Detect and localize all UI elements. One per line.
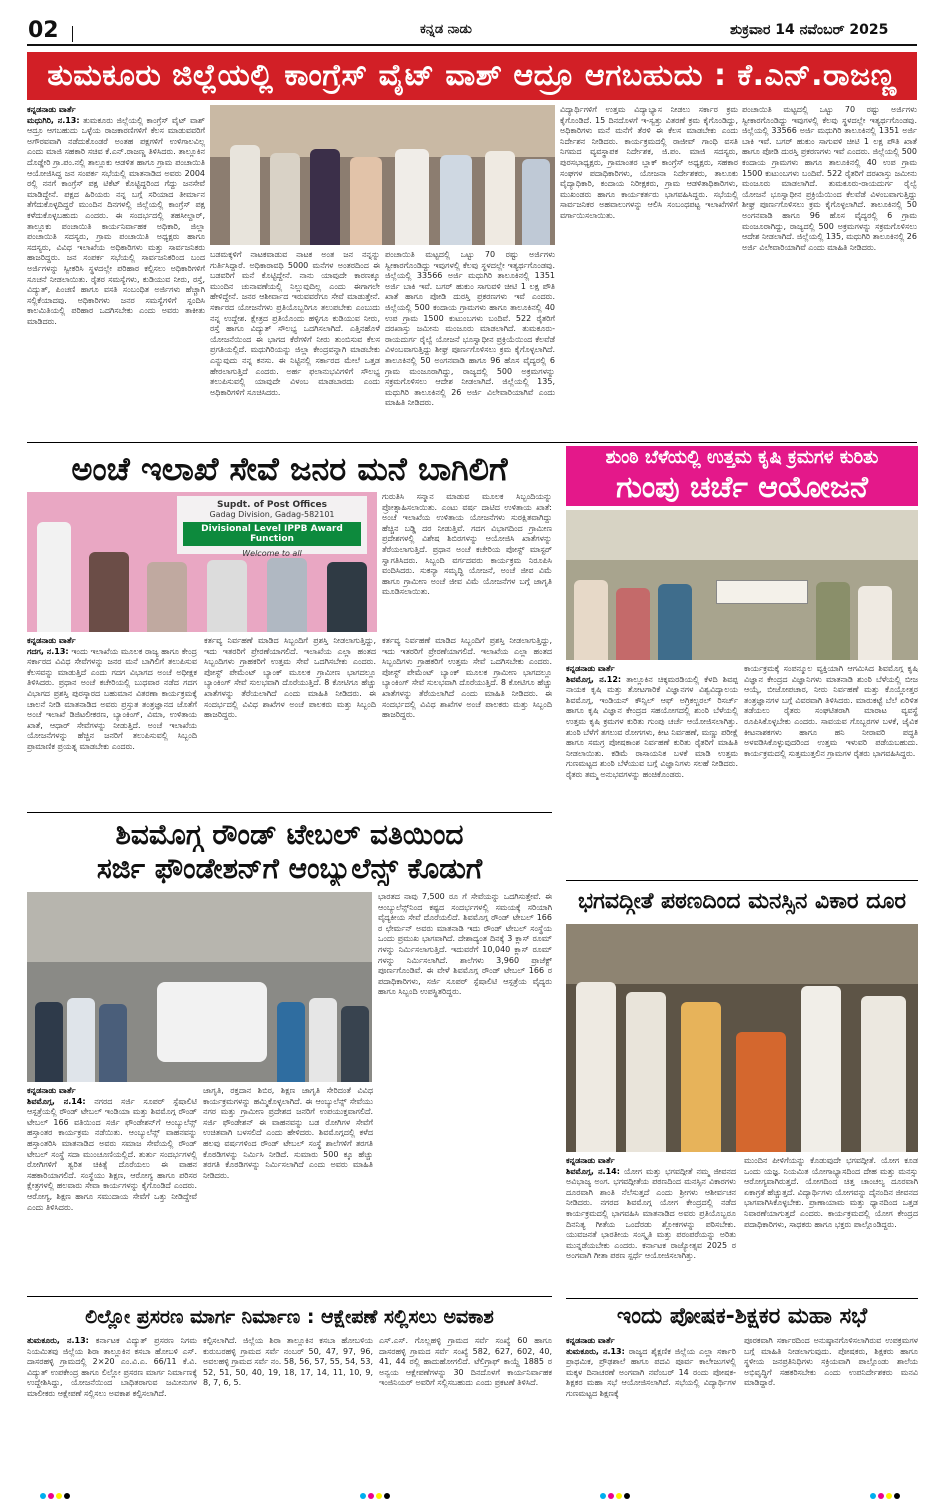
ambulance-column-2 — [203, 1086, 373, 1291]
post-banner — [177, 496, 367, 558]
post-column-3a — [382, 492, 552, 632]
lilo-headline: ಲಿಲ್ಲೋ ಪ್ರಸರಣ ಮಾರ್ಗ ನಿರ್ಮಾಣ : ಆಕ್ಷೇಪಣೆ ಸಲ್ಲಿಸಲು ಅವಕಾಶ — [85, 1306, 494, 1328]
lead-photo — [210, 105, 555, 245]
ambulance-column-3 — [378, 892, 552, 1242]
registration-marks-left — [40, 1484, 72, 1503]
post-photo-caption-3: Divisional Level IPPB Award Function — [183, 522, 361, 546]
ginger-photo — [566, 510, 918, 660]
section-divider — [27, 442, 917, 443]
post-photo — [27, 492, 377, 632]
section-divider — [27, 812, 552, 813]
header-divider — [72, 26, 73, 42]
nutrition-text-1: ರಾಜ್ಯದ ಶೈಕ್ಷಣಿಕ ಜಿಲ್ಲೆಯ ಎಲ್ಲಾ ಸರ್ಕಾರಿ ಪ್ರಾಥಮಿಕ, ಪ್ರೌಢಶಾಲೆ ಹಾಗೂ ಪದವಿ ಪೂರ್ವ ಕಾಲೇಜುಗಳಲ್ಲಿ ಮಕ್ಕಳ ದಿನಾಚರಣೆ ಅಂಗವಾಗಿ ನವೆಂಬರ್ 14 ರಂದು ಪೋಷಕ-ಶಿಕ್ಷಕರ ಮಹಾ ಸಭೆ ಆಯೋಜಿಸಲಾಗಿದೆ. ಸಭೆಯಲ್ಲಿ ವಿದ್ಯಾರ್ಥಿಗಳ ಗುಣಮಟ್ಟದ ಶಿಕ್ಷಣಕ್ಕೆ — [566, 1346, 736, 1398]
post-byline: ಕನ್ನಡನಾಡು ವಾರ್ತೆ — [27, 636, 76, 645]
ginger-headline-2: ಗುಂಪು ಚರ್ಚೆ ಆಯೋಜನೆ — [566, 470, 918, 506]
lilo-text-3: ಎಸ್.ಎಸ್. ಗೊಲ್ಲಹಳ್ಳಿ ಗ್ರಾಮದ ಸರ್ವೆ ಸಂಖ್ಯೆ 60 ಹಾಗೂ ದಾಸರಹಳ್ಳಿ ಗ್ರಾಮದ ಸರ್ವೆ ಸಂಖ್ಯೆ 582, 627, 602, 40, 41, 44 ರಲ್ಲಿ ಹಾದುಹೋಗಲಿದೆ. ಟೆಲಿಗ್ರಾಫ್ ಕಾಯ್ದೆ 1885 ರ ಅನ್ವಯ ಆಕ್ಷೇಪಣೆಗಳನ್ನು 30 ದಿನದೊಳಗೆ ಕಾರ್ಯನಿರ್ವಾಹಕ ಇಂಜಿನಿಯರ್ ಅವರಿಗೆ ಸಲ್ಲಿಸಬಹುದು ಎಂದು ಪ್ರಕಟಣೆ ತಿಳಿಸಿದೆ. — [379, 1336, 552, 1388]
post-text-1: ಇಂದು ಇಲಾಖೆಯ ಮೂಲಕ ರಾಜ್ಯ ಹಾಗೂ ಕೇಂದ್ರ ಸರ್ಕಾರದ ವಿವಿಧ ಸೇವೆಗಳನ್ನು ಜನರ ಮನೆ ಬಾಗಿಲಿಗೆ ತಲುಪಿಸುವ ಕೆಲಸವನ್ನು ಮಾಡುತ್ತಿದೆ ಎಂದು ಗದಗ ವಿಭಾಗದ ಅಂಚೆ ಅಧೀಕ್ಷಕ ತಿಳಿಸಿದರು. ಪ್ರಧಾನ ಅಂಚೆ ಕಚೇರಿಯಲ್ಲಿ ಬುಧವಾರ ನಡೆದ ಗದಗ ವಿಭಾಗದ ಪ್ರಶಸ್ತಿ ಪುರಸ್ಕಾರದ ಬಹುಮಾನ ವಿತರಣಾ ಕಾರ್ಯಕ್ರಮಕ್ಕೆ ಚಾಲನೆ ನೀಡಿ ಮಾತನಾಡಿದ ಅವರು ಪ್ರಸ್ತುತ ತಂತ್ರಜ್ಞಾನದ ಜೊತೆಗೆ ಅಂಚೆ ಇಲಾಖೆ ಡಿಜಿಟಲೀಕರಣ, ಬ್ಯಾಂಕಿಂಗ್, ವಿಮಾ, ಉಳಿತಾಯ ಖಾತೆ, ಆಧಾರ್ ಸೇವೆಗಳನ್ನು ನೀಡುತ್ತಿದೆ. ಅಂಚೆ ಇಲಾಖೆಯ ಯೋಜನೆಗಳನ್ನು ಹೆಚ್ಚಿನ ಜನರಿಗೆ ತಲುಪಿಸುವಲ್ಲಿ ಸಿಬ್ಬಂದಿ ಪ್ರಾಮಾಣಿಕ ಪ್ರಯತ್ನ ಮಾಡಬೇಕು ಎಂದರು. — [27, 646, 197, 751]
lilo-text-2: ಕಲ್ಪಿಸಲಾಗಿದೆ. ಜಿಲ್ಲೆಯ ಶಿರಾ ತಾಲ್ಲೂಕಿನ ಕಸಬಾ ಹೋಬಳಿಯ ಕುರುಬರಹಳ್ಳಿ ಗ್ರಾಮದ ಸರ್ವೆ ನಂಬರ್ 50, 47, 97, 96, ಅವಲಹಳ್ಳಿ ಗ್ರಾಮದ ಸರ್ವೆ ನಂ. 58, 56, 57, 55, 54, 53, 52, 51, 50, 40, 19, 18, 17, 14, 11, 10, 9, 8, 7, 6, 5. — [203, 1336, 373, 1388]
page-number: 02 — [28, 18, 59, 43]
ginger-text-1: ತಾಲ್ಲೂಕಿನ ಚಿಕ್ಕಮರಡಿಯಲ್ಲಿ ಕೆಳದಿ ಶಿವಪ್ಪ ನಾಯಕ ಕೃಷಿ ಮತ್ತು ತೋಟಗಾರಿಕೆ ವಿಜ್ಞಾನಗಳ ವಿಶ್ವವಿದ್ಯಾಲಯ ಶಿವಮೊಗ್ಗ, ಇಂಡಿಯನ್ ಕೌನ್ಸಿಲ್ ಆಫ್ ಅಗ್ರಿಕಲ್ಚರಲ್ ರಿಸರ್ಚ್ ಹಾಗೂ ಕೃಷಿ ವಿಜ್ಞಾನ ಕೇಂದ್ರದ ಸಹಯೋಗದಲ್ಲಿ ಶುಂಠಿ ಬೆಳೆಯಲ್ಲಿ ಉತ್ತಮ ಕೃಷಿ ಕ್ರಮಗಳ ಕುರಿತು ಗುಂಪು ಚರ್ಚೆ ಆಯೋಜಿಸಲಾಗಿತ್ತು. ಶುಂಠಿ ಬೆಳೆಗೆ ತಗಲುವ ರೋಗಗಳು, ಕೀಟ ನಿರ್ವಹಣೆ, ಮಣ್ಣು ಪರೀಕ್ಷೆ ಹಾಗೂ ಸಮಗ್ರ ಪೋಷಕಾಂಶ ನಿರ್ವಹಣೆ ಕುರಿತು ರೈತರಿಗೆ ಮಾಹಿತಿ ನೀಡಲಾಯಿತು. ಕಡಿಮೆ ರಾಸಾಯನಿಕ ಬಳಕೆ ಮಾಡಿ ಉತ್ತಮ ಗುಣಮಟ್ಟದ ಶುಂಠಿ ಬೆಳೆಯುವ ಬಗ್ಗೆ ವಿಜ್ಞಾನಿಗಳು ಸಲಹೆ ನೀಡಿದರು. ರೈತರು ತಮ್ಮ ಅನುಭವಗಳನ್ನು ಹಂಚಿಕೊಂಡರು. — [566, 674, 738, 779]
nutrition-byline: ಕನ್ನಡನಾಡು ವಾರ್ತೆ — [566, 1336, 615, 1345]
lead-column-4 — [560, 105, 738, 437]
lead-text-2: ಬಡಮಕ್ಕಳಿಗೆ ನಾಟಕವಾಡುವ ನಾಟಕ ಅಂತ ಜನ ನನ್ನನ್ನು ಗುರ್ತಿಸಿದ್ದಾರೆ. ಅಧಿಕಾರಾವಧಿ 5000 ಮನೆಗಳ ಅಂತರದಿಂದ ಈ ಬಡವರಿಗೆ ಮನೆ ಕೊಟ್ಟಿದ್ದೇನೆ. ನಾನು ಯಾವುದೇ ಕಾರಣಕ್ಕೂ ಮುಂದಿನ ಚುನಾವಣೆಯಲ್ಲಿ ನಿಲ್ಲುವುದಿಲ್ಲ ಎಂದು ಈಗಾಗಲೇ ಹೇಳಿದ್ದೇನೆ. ಜನರ ಆಶೀರ್ವಾದ ಇರುವವರೆಗೂ ಸೇವೆ ಮಾಡುತ್ತೇನೆ. ಸರ್ಕಾರದ ಯೋಜನೆಗಳು ಪ್ರತಿಯೊಬ್ಬರಿಗೂ ತಲುಪಬೇಕು ಎಂಬುದು ನನ್ನ ಉದ್ದೇಶ. ಕ್ಷೇತ್ರದ ಪ್ರತಿಯೊಂದು ಹಳ್ಳಿಗೂ ಕುಡಿಯುವ ನೀರು, ರಸ್ತೆ ಹಾಗೂ ವಿದ್ಯುತ್ ಸೌಲಭ್ಯ ಒದಗಿಸಲಾಗಿದೆ. ಎತ್ತಿನಹೊಳೆ ಯೋಜನೆಯಿಂದ ಈ ಭಾಗದ ಕೆರೆಗಳಿಗೆ ನೀರು ತುಂಬಿಸುವ ಕೆಲಸ ಪ್ರಗತಿಯಲ್ಲಿದೆ. ಮಧುಗಿರಿಯನ್ನು ಜಿಲ್ಲಾ ಕೇಂದ್ರವನ್ನಾಗಿ ಮಾಡಬೇಕು ಎನ್ನುವುದು ನನ್ನ ಕನಸು. ಈ ನಿಟ್ಟಿನಲ್ಲಿ ಸರ್ಕಾರದ ಮೇಲೆ ಒತ್ತಡ ಹೇರಲಾಗುತ್ತಿದೆ ಎಂದರು. ಅರ್ಹ ಫಲಾನುಭವಿಗಳಿಗೆ ಸೌಲಭ್ಯ ತಲುಪಿಸುವಲ್ಲಿ ಯಾವುದೇ ವಿಳಂಬ ಮಾಡಬಾರದು ಎಂದು ಅಧಿಕಾರಿಗಳಿಗೆ ಸೂಚಿಸಿದರು. — [210, 250, 380, 397]
lead-text-3: ಪಂಚಾಯಿತಿ ಮಟ್ಟದಲ್ಲಿ ಒಟ್ಟು 70 ರಷ್ಟು ಅರ್ಜಿಗಳು ಸ್ವೀಕಾರಗೊಂಡಿದ್ದು ಇವುಗಳಲ್ಲಿ ಕೆಲವು ಸ್ಥಳದಲ್ಲೇ ಇತ್ಯರ್ಥಗೊಂಡವು. ಜಿಲ್ಲೆಯಲ್ಲಿ 33566 ಅರ್ಜಿ ಮಧುಗಿರಿ ತಾಲೂಕಿನಲ್ಲಿ 1351 ಅರ್ಜಿ ಬಾಕಿ ಇವೆ. ಬಗರ್ ಹುಕುಂ ಸಾಗುವಳಿ ಚೀಟಿ 1 ಲಕ್ಷ ಪೌತಿ ಖಾತೆ ಹಾಗೂ ಪೋಡಿ ದುರಸ್ತಿ ಪ್ರಕರಣಗಳು ಇವೆ ಎಂದರು. ಜಿಲ್ಲೆಯಲ್ಲಿ 500 ಕಂದಾಯ ಗ್ರಾಮಗಳು ಹಾಗೂ ತಾಲೂಕಿನಲ್ಲಿ 40 ಉಪ ಗ್ರಾಮ 1500 ಕುಟುಂಬಗಳು ಬಂದಿವೆ. 522 ರೈತರಿಗೆ ದರಖಾಸ್ತು ಜಮೀನು ಮಂಜೂರು ಮಾಡಲಾಗಿದೆ. ತುಮಕೂರು-ರಾಯದುರ್ಗ ರೈಲ್ವೆ ಯೋಜನೆ ಭೂಸ್ವಾಧೀನ ಪ್ರಕ್ರಿಯೆಯಿಂದ ಕೆಲವೆಡೆ ವಿಳಂಬವಾಗುತ್ತಿದ್ದು ಶೀಘ್ರ ಪೂರ್ಣಗೊಳಿಸಲು ಕ್ರಮ ಕೈಗೊಳ್ಳಲಾಗಿದೆ. ತಾಲೂಕಿನಲ್ಲಿ 50 ಅಂಗನವಾಡಿ ಹಾಗೂ 96 ಹೊಸ ವೈದ್ಯರಲ್ಲಿ 6 ಗ್ರಾಮ ಮಂಜೂರಾಗಿದ್ದು, ರಾಜ್ಯದಲ್ಲಿ 500 ಅಕ್ರಮಗಳನ್ನು ಸಕ್ರಮಗೊಳಿಸಲು ಆದೇಶ ನೀಡಲಾಗಿದೆ. ಜಿಲ್ಲೆಯಲ್ಲಿ 135, ಮಧುಗಿರಿ ತಾಲೂಕಿನಲ್ಲಿ 26 ಅರ್ಜಿ ವಿಲೇವಾರಿಯಾಗಿವೆ ಎಂದು ಮಾಹಿತಿ ನೀಡಿದರು. — [385, 250, 555, 408]
ambulance-byline: ಕನ್ನಡನಾಡು ವಾರ್ತೆ — [27, 1086, 76, 1095]
post-dateline: ಗದಗ, ನ.13: — [27, 646, 69, 656]
issue-date: ಶುಕ್ರವಾರ 14 ನವೆಂಬರ್ 2025 — [730, 22, 889, 38]
nutrition-headline: ಇಂದು ಪೋಷಕ-ಶಿಕ್ಷಕರ ಮಹಾ ಸಭೆ — [616, 1304, 868, 1329]
lilo-column-1 — [27, 1336, 197, 1466]
lead-photo-backdrop — [210, 105, 555, 157]
ambulance-text-1: ನಗರದ ಸರ್ಜಿ ಸೂಪರ್ ಸ್ಪೆಷಾಲಿಟಿ ಆಸ್ಪತ್ರೆಯಲ್ಲಿ ರೌಂಡ್ ಟೇಬಲ್ ಇಂಡಿಯಾ ಮತ್ತು ಶಿವಮೊಗ್ಗ ರೌಂಡ್ ಟೇಬಲ್ 166 ವತಿಯಿಂದ ಸರ್ಜಿ ಫೌಂಡೇಶನ್‌ಗೆ ಆಂಬ್ಯುಲೆನ್ಸ್ ಹಸ್ತಾಂತರ ಕಾರ್ಯಕ್ರಮ ನಡೆಯಿತು. ಆಂಬ್ಯುಲೆನ್ಸ್ ವಾಹನವನ್ನು ಹಸ್ತಾಂತರಿಸಿ ಮಾತನಾಡಿದ ಅವರು ಸಮಾಜ ಸೇವೆಯಲ್ಲಿ ರೌಂಡ್ ಟೇಬಲ್ ಸಂಸ್ಥೆ ಸದಾ ಮುಂಚೂಣಿಯಲ್ಲಿದೆ. ತುರ್ತು ಸಂದರ್ಭಗಳಲ್ಲಿ ರೋಗಿಗಳಿಗೆ ತ್ವರಿತ ಚಿಕಿತ್ಸೆ ದೊರೆಯಲು ಈ ವಾಹನ ಸಹಕಾರಿಯಾಗಲಿದೆ. ಸಂಸ್ಥೆಯು ಶಿಕ್ಷಣ, ಆರೋಗ್ಯ ಹಾಗೂ ಪರಿಸರ ಕ್ಷೇತ್ರಗಳಲ್ಲಿ ಹಲವಾರು ಸೇವಾ ಕಾರ್ಯಗಳನ್ನು ಕೈಗೊಂಡಿದೆ ಎಂದರು. ಆರೋಗ್ಯ, ಶಿಕ್ಷಣ ಹಾಗೂ ಸಮುದಾಯ ಸೇವೆಗೆ ಒತ್ತು ನೀಡಿದ್ದೇವೆ ಎಂದು ತಿಳಿಸಿದರು. — [27, 1096, 197, 1212]
section-divider — [566, 1298, 918, 1299]
lead-column-5 — [742, 105, 917, 437]
gita-text-1: ಯೋಗ ಮತ್ತು ಭಗವದ್ಗೀತೆ ನಮ್ಮ ಜೀವನದ ಅವಿಭಾಜ್ಯ ಅಂಗ. ಭಗವದ್ಗೀತೆಯ ಪಠಣದಿಂದ ಮನಸ್ಸಿನ ವಿಕಾರಗಳು ದೂರವಾಗಿ ಶಾಂತಿ ನೆಲೆಸುತ್ತದೆ ಎಂದು ಶ್ರೀಗಳು ಆಶೀರ್ವಚನ ನೀಡಿದರು. ನಗರದ ಶಿವಮೊಗ್ಗ ಯೋಗ ಕೇಂದ್ರದಲ್ಲಿ ನಡೆದ ಕಾರ್ಯಕ್ರಮದಲ್ಲಿ ಭಾಗವಹಿಸಿ ಮಾತನಾಡಿದ ಅವರು ಪ್ರತಿಯೊಬ್ಬರೂ ದಿನನಿತ್ಯ ಗೀತೆಯ ಒಂದೆರಡು ಶ್ಲೋಕಗಳನ್ನು ಪಠಿಸಬೇಕು. ಯುವಜನತೆ ಭಾರತೀಯ ಸಂಸ್ಕೃತಿ ಮತ್ತು ಪರಂಪರೆಯನ್ನು ಅರಿತು ಮುನ್ನಡೆಯಬೇಕು ಎಂದರು. ಕರ್ನಾಟಕ ರಾಜ್ಯೋತ್ಸವ 2025 ರ ಅಂಗವಾಗಿ ಗೀತಾ ಪಠಣ ಸ್ಪರ್ಧೆ ಆಯೋಜಿಸಲಾಗಿತ್ತು. — [566, 1166, 736, 1261]
nutrition-column-2 — [744, 1336, 918, 1466]
ambulance-headline-2: ಸರ್ಜಿ ಫೌಂಡೇಶನ್‌ಗೆ ಆಂಬ್ಯುಲೆನ್ಸ್ ಕೊಡುಗೆ — [96, 852, 483, 885]
post-text-3: ಗುರುತಿಸಿ ಸನ್ಮಾನ ಮಾಡುವ ಮೂಲಕ ಸಿಬ್ಬಂದಿಯನ್ನು ಪ್ರೋತ್ಸಾಹಿಸಲಾಯಿತು. ಎಂಟು ವರ್ಷ ದಾಟಿದ ಉಳಿತಾಯ ಖಾತೆ: ಅಂಚೆ ಇಲಾಖೆಯ ಉಳಿತಾಯ ಯೋಜನೆಗಳು ಸುರಕ್ಷಿತವಾಗಿದ್ದು ಹೆಚ್ಚಿನ ಬಡ್ಡಿ ದರ ನೀಡುತ್ತಿವೆ. ಗದಗ ವಿಭಾಗದಿಂದ ಗ್ರಾಮೀಣ ಪ್ರದೇಶಗಳಲ್ಲಿ ವಿಶೇಷ ಶಿಬಿರಗಳನ್ನು ಆಯೋಜಿಸಿ ಖಾತೆಗಳನ್ನು ತೆರೆಯಲಾಗುತ್ತಿದೆ. ಪ್ರಧಾನ ಅಂಚೆ ಕಚೇರಿಯ ಪೋಸ್ಟ್ ಮಾಸ್ಟರ್ ಸ್ವಾಗತಿಸಿದರು. ಸಿಬ್ಬಂದಿ ವರ್ಗದವರು ಕಾರ್ಯಕ್ರಮ ನಿರೂಪಿಸಿ ವಂದಿಸಿದರು. ಸುಕನ್ಯಾ ಸಮೃದ್ಧಿ ಯೋಜನೆ, ಅಂಚೆ ಜೀವ ವಿಮೆ ಹಾಗೂ ಗ್ರಾಮೀಣ ಅಂಚೆ ಜೀವ ವಿಮೆ ಯೋಜನೆಗಳ ಬಗ್ಗೆ ಜಾಗೃತಿ ಮೂಡಿಸಲಾಯಿತು. — [382, 492, 552, 597]
lilo-column-2 — [203, 1336, 373, 1466]
nutrition-text-2: ಪೂರಕವಾಗಿ ಸರ್ಕಾರದಿಂದ ಅನುಷ್ಠಾನಗೊಳಿಸಲಾಗಿರುವ ಉಪಕ್ರಮಗಳ ಬಗ್ಗೆ ಮಾಹಿತಿ ನೀಡಲಾಗುವುದು. ಪೋಷಕರು, ಶಿಕ್ಷಕರು ಹಾಗೂ ಸ್ಥಳೀಯ ಜನಪ್ರತಿನಿಧಿಗಳು ಸಕ್ರಿಯವಾಗಿ ಪಾಲ್ಗೊಂಡು ಶಾಲೆಯ ಅಭಿವೃದ್ಧಿಗೆ ಸಹಕರಿಸಬೇಕು ಎಂದು ಉಪನಿರ್ದೇಶಕರು ಮನವಿ ಮಾಡಿದ್ದಾರೆ. — [744, 1336, 918, 1388]
gita-photo — [566, 924, 918, 1152]
nutrition-column-1 — [566, 1336, 736, 1466]
ginger-headline-1: ಶುಂಠಿ ಬೆಳೆಯಲ್ಲಿ ಉತ್ತಮ ಕೃಷಿ ಕ್ರಮಗಳ ಕುರಿತು — [566, 446, 918, 470]
ambulance-dateline: ಶಿವಮೊಗ್ಗ, ನ.14: — [27, 1096, 86, 1106]
post-photo-caption-4: Welcome to all — [242, 549, 302, 558]
registration-marks-center-left — [360, 1484, 392, 1503]
lilo-text-1: ಕರ್ನಾಟಕ ವಿದ್ಯುತ್ ಪ್ರಸರಣ ನಿಗಮ ನಿಯಮಿತವು ಜಿಲ್ಲೆಯ ಶಿರಾ ತಾಲ್ಲೂಕಿನ ಕಸಬಾ ಹೋಬಳಿ ಎಸ್. ದಾಸರಹಳ್ಳಿ ಗ್ರಾಮದಲ್ಲಿ 2×20 ಎಂ.ವಿ.ಎ. 66/11 ಕೆ.ವಿ. ವಿದ್ಯುತ್ ಉಪಕೇಂದ್ರ ಹಾಗೂ ಲಿಲ್ಲೋ ಪ್ರಸರಣ ಮಾರ್ಗ ನಿರ್ಮಾಣಕ್ಕೆ ಉದ್ದೇಶಿಸಿದ್ದು, ಯೋಜನೆಯಿಂದ ಬಾಧಿತರಾಗುವ ಜಮೀನುಗಳ ಮಾಲೀಕರು ಆಕ್ಷೇಪಣೆ ಸಲ್ಲಿಸಲು ಅವಕಾಶ ಕಲ್ಪಿಸಲಾಗಿದೆ. — [27, 1336, 197, 1398]
post-text-3b: ಕರ್ತವ್ಯ ನಿರ್ವಹಣೆ ಮಾಡಿದ ಸಿಬ್ಬಂದಿಗೆ ಪ್ರಶಸ್ತಿ ನೀಡಲಾಗುತ್ತಿದ್ದು, ಇದು ಇತರರಿಗೆ ಪ್ರೇರಣೆಯಾಗಲಿದೆ. ಇಲಾಖೆಯ ಎಲ್ಲಾ ಹಂತದ ಸಿಬ್ಬಂದಿಗಳು ಗ್ರಾಹಕರಿಗೆ ಉತ್ತಮ ಸೇವೆ ಒದಗಿಸಬೇಕು ಎಂದರು. ಪೋಸ್ಟ್ ಪೇಮೆಂಟ್ ಬ್ಯಾಂಕ್ ಮೂಲಕ ಗ್ರಾಮೀಣ ಭಾಗದಲ್ಲೂ ಬ್ಯಾಂಕಿಂಗ್ ಸೇವೆ ಸುಲಭವಾಗಿ ದೊರೆಯುತ್ತಿದೆ. 8 ಕೋಟಿಗೂ ಹೆಚ್ಚು ಖಾತೆಗಳನ್ನು ತೆರೆಯಲಾಗಿದೆ ಎಂದು ಮಾಹಿತಿ ನೀಡಿದರು. ಈ ಸಂದರ್ಭದಲ್ಲಿ ವಿವಿಧ ಶಾಖೆಗಳ ಅಂಚೆ ಪಾಲಕರು ಮತ್ತು ಸಿಬ್ಬಂದಿ ಹಾಜರಿದ್ದರು. — [382, 636, 552, 720]
ginger-byline: ಕನ್ನಡನಾಡು ವಾರ್ತೆ — [566, 664, 615, 673]
gita-column-1 — [566, 1156, 736, 1292]
post-text-2: ಕರ್ತವ್ಯ ನಿರ್ವಹಣೆ ಮಾಡಿದ ಸಿಬ್ಬಂದಿಗೆ ಪ್ರಶಸ್ತಿ ನೀಡಲಾಗುತ್ತಿದ್ದು, ಇದು ಇತರರಿಗೆ ಪ್ರೇರಣೆಯಾಗಲಿದೆ. ಇಲಾಖೆಯ ಎಲ್ಲಾ ಹಂತದ ಸಿಬ್ಬಂದಿಗಳು ಗ್ರಾಹಕರಿಗೆ ಉತ್ತಮ ಸೇವೆ ಒದಗಿಸಬೇಕು ಎಂದರು. ಪೋಸ್ಟ್ ಪೇಮೆಂಟ್ ಬ್ಯಾಂಕ್ ಮೂಲಕ ಗ್ರಾಮೀಣ ಭಾಗದಲ್ಲೂ ಬ್ಯಾಂಕಿಂಗ್ ಸೇವೆ ಸುಲಭವಾಗಿ ದೊರೆಯುತ್ತಿದೆ. 8 ಕೋಟಿಗೂ ಹೆಚ್ಚು ಖಾತೆಗಳನ್ನು ತೆರೆಯಲಾಗಿದೆ ಎಂದು ಮಾಹಿತಿ ನೀಡಿದರು. ಈ ಸಂದರ್ಭದಲ್ಲಿ ವಿವಿಧ ಶಾಖೆಗಳ ಅಂಚೆ ಪಾಲಕರು ಮತ್ತು ಸಿಬ್ಬಂದಿ ಹಾಜರಿದ್ದರು. — [204, 636, 376, 720]
post-photo-caption-2: Gadag Division, Gadag-582101 — [209, 510, 335, 519]
gita-photo-backdrop — [566, 924, 918, 984]
ambulance-headline-1: ಶಿವಮೊಗ್ಗ ರೌಂಡ್ ಟೇಬಲ್ ವತಿಯಿಂದ — [115, 818, 464, 851]
lead-text-1: ತುಮಕೂರು ಜಿಲ್ಲೆಯಲ್ಲಿ ಕಾಂಗ್ರೆಸ್ ವೈಟ್ ವಾಶ್ ಆದ್ರೂ ಆಗಬಹುದು ಒಳ್ಳೆಯ ರಾಜಕಾರಣಿಗಳಿಗೆ ಕೆಲಸ ಮಾಡುವವರಿಗೆ ಅಗೌರವವಾಗಿ ನಡೆದುಕೊಂಡರೆ ಅಂತಹ ಪಕ್ಷಗಳಿಗೆ ಉಳಿಗಾಲವಿಲ್ಲ ಎಂದು ಮಾಜಿ ಸಹಕಾರಿ ಸಚಿವ ಕೆ.ಎನ್.ರಾಜಣ್ಣ ತಿಳಿಸಿದರು. ತಾಲ್ಲೂಕಿನ ದೊಡ್ಡೇರಿ ಗ್ರಾ.ಪಂ.ನಲ್ಲಿ ತಾಲ್ಲೂಕು ಆಡಳಿತ ಹಾಗೂ ಗ್ರಾಮ ಪಂಚಾಯಿತಿ ಆಯೋಜಿಸಿದ್ದ ಜನ ಸಂಪರ್ಕ ಸಭೆಯಲ್ಲಿ ಮಾತನಾಡಿದ ಅವರು 2004 ರಲ್ಲಿ ನನಗೆ ಕಾಂಗ್ರೆಸ್ ಪಕ್ಷ ಟಿಕೆಟ್ ಕೊಟ್ಟಿದ್ದರಿಂದ ಗೆದ್ದು ಜನಸೇವೆ ಮಾಡಿದ್ದೇನೆ. ಪಕ್ಷದ ಹಿರಿಯರು ನನ್ನ ಬಗ್ಗೆ ಸರಿಯಾದ ತೀರ್ಮಾನ ತೆಗೆದುಕೊಳ್ಳದಿದ್ದರೆ ಮುಂದಿನ ದಿನಗಳಲ್ಲಿ ಜಿಲ್ಲೆಯಲ್ಲಿ ಕಾಂಗ್ರೆಸ್ ಪಕ್ಷ ಕಳೆದುಕೊಳ್ಳಬಹುದು ಎಂದರು. ಈ ಸಂದರ್ಭದಲ್ಲಿ ತಹಸೀಲ್ದಾರ್, ತಾಲ್ಲೂಕು ಪಂಚಾಯಿತಿ ಕಾರ್ಯನಿರ್ವಾಹಕ ಅಧಿಕಾರಿ, ಜಿಲ್ಲಾ ಪಂಚಾಯಿತಿ ಸದಸ್ಯರು, ಗ್ರಾಮ ಪಂಚಾಯಿತಿ ಅಧ್ಯಕ್ಷರು ಹಾಗೂ ಸದಸ್ಯರು, ವಿವಿಧ ಇಲಾಖೆಯ ಅಧಿಕಾರಿಗಳು ಮತ್ತು ಸಾರ್ವಜನಿಕರು ಹಾಜರಿದ್ದರು. ಜನ ಸಂಪರ್ಕ ಸಭೆಯಲ್ಲಿ ಸಾರ್ವಜನಿಕರಿಂದ ಬಂದ ಅರ್ಜಿಗಳನ್ನು ಸ್ವೀಕರಿಸಿ ಸ್ಥಳದಲ್ಲೇ ಪರಿಹಾರ ಕಲ್ಪಿಸಲು ಅಧಿಕಾರಿಗಳಿಗೆ ಸೂಚನೆ ನೀಡಲಾಯಿತು. ರೈತರ ಸಮಸ್ಯೆಗಳು, ಕುಡಿಯುವ ನೀರು, ರಸ್ತೆ, ವಿದ್ಯುತ್, ಪಿಂಚಣಿ ಹಾಗೂ ವಸತಿ ಸಂಬಂಧಿತ ಅರ್ಜಿಗಳು ಹೆಚ್ಚಾಗಿ ಸಲ್ಲಿಕೆಯಾದವು. ಅಧಿಕಾರಿಗಳು ಜನರ ಸಮಸ್ಯೆಗಳಿಗೆ ಸ್ಪಂದಿಸಿ ಕಾಲಮಿತಿಯಲ್ಲಿ ಪರಿಹಾರ ಒದಗಿಸಬೇಕು ಎಂದು ಅವರು ತಾಕೀತು ಮಾಡಿದರು. — [27, 115, 205, 326]
ginger-dateline: ಶಿವಮೊಗ್ಗ, ನ.12: — [566, 674, 622, 684]
post-column-3b — [382, 636, 552, 806]
ginger-photo-backdrop — [566, 510, 918, 560]
header-rule — [27, 44, 917, 46]
gita-headline: ಭಗವದ್ಗೀತೆ ಪಠಣದಿಂದ ಮನಸ್ಸಿನ ವಿಕಾರ ದೂರ — [577, 889, 907, 914]
lead-column-2 — [210, 250, 380, 437]
ambulance-vehicle — [157, 982, 267, 1062]
lead-dateline: ಮಧುಗಿರಿ, ನ.13: — [27, 115, 80, 125]
lead-text-4: ವಿದ್ಯಾರ್ಥಿಗಳಿಗೆ ಉತ್ತಮ ವಿದ್ಯಾಭ್ಯಾಸ ನೀಡಲು ಸರ್ಕಾರ ಕ್ರಮ ಕೈಗೊಂಡಿದೆ. 15 ದಿನದೊಳಗೆ ಇ-ಸ್ವತ್ತು ವಿತರಣೆ ಕ್ರಮ ಕೈಗೊಂಡಿದ್ದು, ಅಧಿಕಾರಿಗಳು ಮನೆ ಮನೆಗೆ ತೆರಳಿ ಈ ಕೆಲಸ ಮಾಡಬೇಕು ಎಂದು ನಿರ್ದೇಶನ ನೀಡಿದರು. ಕಾರ್ಯಕ್ರಮದಲ್ಲಿ ರಾಜೀವ್ ಗಾಂಧಿ ವಸತಿ ನಿಗಮದ ವ್ಯವಸ್ಥಾಪಕ ನಿರ್ದೇಶಕ, ಜಿ.ಪಂ. ಮಾಜಿ ಸದಸ್ಯರು, ಪುರಸಭಾಧ್ಯಕ್ಷರು, ಗ್ರಾಮಾಂತರ ಬ್ಲಾಕ್ ಕಾಂಗ್ರೆಸ್ ಅಧ್ಯಕ್ಷರು, ಸಹಕಾರ ಸಂಘಗಳ ಪದಾಧಿಕಾರಿಗಳು, ಯೋಜನಾ ನಿರ್ದೇಶಕರು, ತಾಲೂಕು ವೈದ್ಯಾಧಿಕಾರಿ, ಕಂದಾಯ ನಿರೀಕ್ಷಕರು, ಗ್ರಾಮ ಆಡಳಿತಾಧಿಕಾರಿಗಳು, ಮುಖಂಡರು ಹಾಗೂ ಕಾರ್ಯಕರ್ತರು ಭಾಗವಹಿಸಿದ್ದರು. ಸಭೆಯಲ್ಲಿ ಸಾರ್ವಜನಿಕರ ಅಹವಾಲುಗಳನ್ನು ಆಲಿಸಿ ಸಂಬಂಧಪಟ್ಟ ಇಲಾಖೆಗಳಿಗೆ ವರ್ಗಾಯಿಸಲಾಯಿತು. — [560, 105, 738, 220]
gita-byline: ಕನ್ನಡನಾಡು ವಾರ್ತೆ — [566, 1156, 615, 1165]
post-headline: ಅಂಚೆ ಇಲಾಖೆ ಸೇವೆ ಜನರ ಮನೆ ಬಾಗಿಲಿಗೆ — [71, 450, 508, 488]
lilo-column-3 — [379, 1336, 552, 1466]
nutrition-dateline: ತುಮಕೂರು, ನ.13: — [566, 1346, 625, 1356]
masthead — [0, 0, 945, 48]
registration-marks-center-right — [600, 1484, 632, 1503]
section-divider — [566, 880, 918, 881]
ambulance-column-1 — [27, 1086, 197, 1291]
ambulance-text-2: ಜಾಗೃತಿ, ರಕ್ತದಾನ ಶಿಬಿರ, ಶಿಕ್ಷಣ ಜಾಗೃತಿ ಸೇರಿದಂತೆ ವಿವಿಧ ಕಾರ್ಯಕ್ರಮಗಳನ್ನು ಹಮ್ಮಿಕೊಳ್ಳಲಾಗಿದೆ. ಈ ಆಂಬ್ಯುಲೆನ್ಸ್ ಸೇವೆಯು ನಗರ ಮತ್ತು ಗ್ರಾಮೀಣ ಪ್ರದೇಶದ ಜನರಿಗೆ ಉಪಯುಕ್ತವಾಗಲಿದೆ. ಸರ್ಜಿ ಫೌಂಡೇಶನ್ ಈ ವಾಹನವನ್ನು ಬಡ ರೋಗಿಗಳ ಸೇವೆಗೆ ಉಚಿತವಾಗಿ ಬಳಸಲಿದೆ ಎಂದು ಹೇಳಿದರು. ಶಿವಮೊಗ್ಗದಲ್ಲಿ ಕಳೆದ ಹಲವು ವರ್ಷಗಳಿಂದ ರೌಂಡ್ ಟೇಬಲ್ ಸಂಸ್ಥೆ ಶಾಲೆಗಳಿಗೆ ತರಗತಿ ಕೊಠಡಿಗಳನ್ನು ನಿರ್ಮಿಸಿ ನೀಡಿದೆ. ಸುಮಾರು 500 ಕ್ಕೂ ಹೆಚ್ಚು ತರಗತಿ ಕೊಠಡಿಗಳನ್ನು ನಿರ್ಮಿಸಲಾಗಿದೆ ಎಂದು ಅವರು ಮಾಹಿತಿ ನೀಡಿದರು. — [203, 1086, 373, 1180]
lead-text-5: ಪಂಚಾಯಿತಿ ಮಟ್ಟದಲ್ಲಿ ಒಟ್ಟು 70 ರಷ್ಟು ಅರ್ಜಿಗಳು ಸ್ವೀಕಾರಗೊಂಡಿದ್ದು ಇವುಗಳಲ್ಲಿ ಕೆಲವು ಸ್ಥಳದಲ್ಲೇ ಇತ್ಯರ್ಥಗೊಂಡವು. ಜಿಲ್ಲೆಯಲ್ಲಿ 33566 ಅರ್ಜಿ ಮಧುಗಿರಿ ತಾಲೂಕಿನಲ್ಲಿ 1351 ಅರ್ಜಿ ಬಾಕಿ ಇವೆ. ಬಗರ್ ಹುಕುಂ ಸಾಗುವಳಿ ಚೀಟಿ 1 ಲಕ್ಷ ಪೌತಿ ಖಾತೆ ಹಾಗೂ ಪೋಡಿ ದುರಸ್ತಿ ಪ್ರಕರಣಗಳು ಇವೆ ಎಂದರು. ಜಿಲ್ಲೆಯಲ್ಲಿ 500 ಕಂದಾಯ ಗ್ರಾಮಗಳು ಹಾಗೂ ತಾಲೂಕಿನಲ್ಲಿ 40 ಉಪ ಗ್ರಾಮ 1500 ಕುಟುಂಬಗಳು ಬಂದಿವೆ. 522 ರೈತರಿಗೆ ದರಖಾಸ್ತು ಜಮೀನು ಮಂಜೂರು ಮಾಡಲಾಗಿದೆ. ತುಮಕೂರು-ರಾಯದುರ್ಗ ರೈಲ್ವೆ ಯೋಜನೆ ಭೂಸ್ವಾಧೀನ ಪ್ರಕ್ರಿಯೆಯಿಂದ ಕೆಲವೆಡೆ ವಿಳಂಬವಾಗುತ್ತಿದ್ದು ಶೀಘ್ರ ಪೂರ್ಣಗೊಳಿಸಲು ಕ್ರಮ ಕೈಗೊಳ್ಳಲಾಗಿದೆ. ತಾಲೂಕಿನಲ್ಲಿ 50 ಅಂಗನವಾಡಿ ಹಾಗೂ 96 ಹೊಸ ವೈದ್ಯರಲ್ಲಿ 6 ಗ್ರಾಮ ಮಂಜೂರಾಗಿದ್ದು, ರಾಜ್ಯದಲ್ಲಿ 500 ಅಕ್ರಮಗಳನ್ನು ಸಕ್ರಮಗೊಳಿಸಲು ಆದೇಶ ನೀಡಲಾಗಿದೆ. ಜಿಲ್ಲೆಯಲ್ಲಿ 135, ಮಧುಗಿರಿ ತಾಲೂಕಿನಲ್ಲಿ 26 ಅರ್ಜಿ ವಿಲೇವಾರಿಯಾಗಿವೆ ಎಂದು ಮಾಹಿತಿ ನೀಡಿದರು. — [742, 105, 917, 252]
lead-column-3 — [385, 250, 555, 437]
paper-name: ಕನ್ನಡ ನಾಡು — [420, 22, 472, 37]
ginger-column-1 — [566, 664, 738, 874]
lead-headline: ತುಮಕೂರು ಜಿಲ್ಲೆಯಲ್ಲಿ ಕಾಂಗ್ರೆಸ್ ವೈಟ್ ವಾಶ್ ಆದ್ರೂ ಆಗಬಹುದು : ಕೆ.ಎನ್.ರಾಜಣ್ಣ — [27, 52, 917, 100]
gita-dateline: ಶಿವಮೊಗ್ಗ, ನ.14: — [566, 1166, 620, 1176]
lead-byline: ಕನ್ನಡನಾಡು ವಾರ್ತೆ — [27, 105, 76, 114]
ginger-text-2: ಕಾರ್ಯಕ್ರಮಕ್ಕೆ ಸಂಪನ್ಮೂಲ ವ್ಯಕ್ತಿಯಾಗಿ ಆಗಮಿಸಿದ ಶಿವಮೊಗ್ಗ ಕೃಷಿ ವಿಜ್ಞಾನ ಕೇಂದ್ರದ ವಿಜ್ಞಾನಿಗಳು ಮಾತನಾಡಿ ಶುಂಠಿ ಬೆಳೆಯಲ್ಲಿ ಬೀಜ ಆಯ್ಕೆ, ಬೀಜೋಪಚಾರ, ನೀರು ನಿರ್ವಹಣೆ ಮತ್ತು ಕೊಯ್ಲೋತ್ತರ ತಂತ್ರಜ್ಞಾನಗಳ ಬಗ್ಗೆ ವಿವರವಾಗಿ ತಿಳಿಸಿದರು. ಮಾರುಕಟ್ಟೆ ಬೆಲೆ ಏರಿಳಿತ ತಡೆಯಲು ರೈತರು ಸಂಘಟಿತರಾಗಿ ಮಾರಾಟ ವ್ಯವಸ್ಥೆ ರೂಪಿಸಿಕೊಳ್ಳಬೇಕು ಎಂದರು. ಸಾವಯವ ಗೊಬ್ಬರಗಳ ಬಳಕೆ, ಜೈವಿಕ ಕೀಟನಾಶಕಗಳು ಹಾಗೂ ಹನಿ ನೀರಾವರಿ ಪದ್ಧತಿ ಅಳವಡಿಸಿಕೊಳ್ಳುವುದರಿಂದ ಉತ್ತಮ ಇಳುವರಿ ಪಡೆಯಬಹುದು. ಕಾರ್ಯಕ್ರಮದಲ್ಲಿ ಸುತ್ತಮುತ್ತಲಿನ ಗ್ರಾಮಗಳ ರೈತರು ಭಾಗವಹಿಸಿದ್ದರು. — [744, 664, 918, 758]
post-photo-caption-1: Supdt. of Post Offices — [217, 500, 327, 510]
gita-text-2: ಮುಂದಿನ ಪೀಳಿಗೆಯನ್ನು ಕೊಡುವುದೇ ಭಗವದ್ಗೀತೆ. ಯೋಗ ಕೂಡ ಒಂದು ಯಜ್ಞ. ನಿಯಮಿತ ಯೋಗಾಭ್ಯಾಸದಿಂದ ದೇಹ ಮತ್ತು ಮನಸ್ಸು ಆರೋಗ್ಯವಾಗಿರುತ್ತದೆ. ಯೋಗದಿಂದ ಚಿತ್ತ ಚಾಂಚಲ್ಯ ದೂರವಾಗಿ ಏಕಾಗ್ರತೆ ಹೆಚ್ಚುತ್ತದೆ. ವಿದ್ಯಾರ್ಥಿಗಳು ಯೋಗವನ್ನು ದೈನಂದಿನ ಜೀವನದ ಭಾಗವಾಗಿಸಿಕೊಳ್ಳಬೇಕು. ಪ್ರಾಣಾಯಾಮ ಮತ್ತು ಧ್ಯಾನದಿಂದ ಒತ್ತಡ ನಿವಾರಣೆಯಾಗುತ್ತದೆ ಎಂದರು. ಕಾರ್ಯಕ್ರಮದಲ್ಲಿ ಯೋಗ ಕೇಂದ್ರದ ಪದಾಧಿಕಾರಿಗಳು, ಸಾಧಕರು ಹಾಗೂ ಭಕ್ತರು ಪಾಲ್ಗೊಂಡಿದ್ದರು. — [744, 1156, 918, 1229]
ginger-photo-banner — [716, 580, 808, 604]
gita-column-2 — [744, 1156, 918, 1292]
ambulance-text-3: ಭಾರತದ ನಾವು 7,500 ರೂ ಗೆ ಸೇವೆಯನ್ನು ಒದಗಿಸುತ್ತೇವೆ. ಈ ಆಂಬ್ಯುಲೆನ್ಸ್‌ನಿಂದ ಕಷ್ಟದ ಸಂದರ್ಭಗಳಲ್ಲಿ ಸಮಯಕ್ಕೆ ಸರಿಯಾಗಿ ವೈದ್ಯಕೀಯ ಸೇವೆ ದೊರೆಯಲಿದೆ. ಶಿವಮೊಗ್ಗ ರೌಂಡ್ ಟೇಬಲ್ 166 ರ ಛೇರ್ಮನ್ ಅವರು ಮಾತನಾಡಿ ಇದು ರೌಂಡ್ ಟೇಬಲ್ ಸಂಸ್ಥೆಯ ಒಂದು ಪ್ರಮುಖ ಭಾಗವಾಗಿದೆ. ದೇಶಾದ್ಯಂತ ದಿನಕ್ಕೆ 3 ಕ್ಲಾಸ್ ರೂಮ್ ಗಳನ್ನು ನಿರ್ಮಿಸಲಾಗುತ್ತಿದೆ. ಇದುವರೆಗೆ 10,040 ಕ್ಲಾಸ್ ರೂಮ್ ಗಳನ್ನು ನಿರ್ಮಿಸಲಾಗಿದೆ. ಶಾಲೆಗಳು 3,960 ಪ್ರಾಜೆಕ್ಟ್ ಪೂರ್ಣಗೊಂಡಿವೆ. ಈ ವೇಳೆ ಶಿವಮೊಗ್ಗ ರೌಂಡ್ ಟೇಬಲ್ 166 ರ ಪದಾಧಿಕಾರಿಗಳು, ಸರ್ಜಿ ಸೂಪರ್ ಸ್ಪೆಷಾಲಿಟಿ ಆಸ್ಪತ್ರೆಯ ವೈದ್ಯರು ಹಾಗೂ ಸಿಬ್ಬಂದಿ ಉಪಸ್ಥಿತರಿದ್ದರು. — [378, 892, 552, 997]
post-column-1 — [27, 636, 197, 806]
registration-marks-right — [870, 1484, 902, 1503]
lead-column-1 — [27, 105, 205, 437]
ambulance-photo-backdrop — [27, 892, 372, 962]
section-divider — [27, 1296, 552, 1297]
ambulance-photo — [27, 892, 372, 1082]
lilo-dateline: ತುಮಕೂರು, ನ.13: — [27, 1336, 89, 1345]
ginger-column-2 — [744, 664, 918, 874]
post-column-2 — [204, 636, 376, 806]
